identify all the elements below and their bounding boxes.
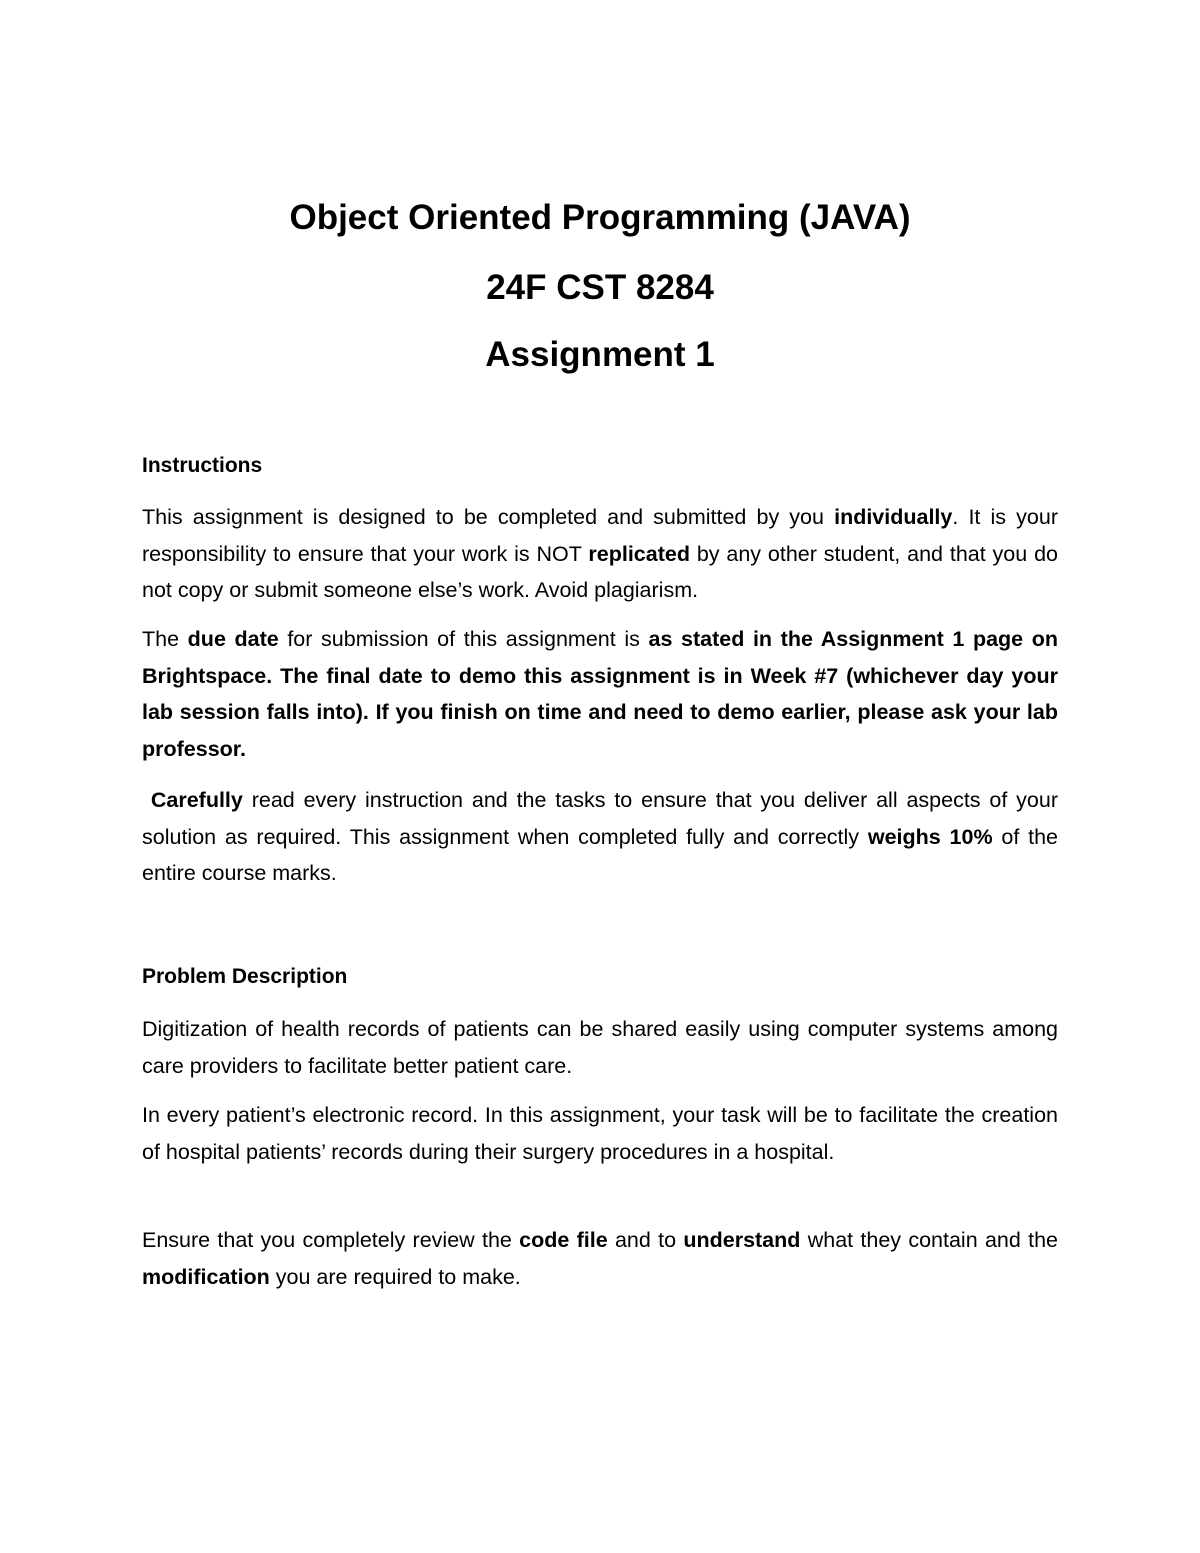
problem-paragraph-2: In every patient’s electronic record. In this assignment, your task will be to facilitate the creation of hospital patients’ records during their surgery procedures in a hospital.	[142, 1103, 1058, 1164]
instructions-paragraph-2	[142, 621, 1058, 767]
text-run: of the entire course marks.	[142, 824, 1058, 885]
text-run: you are required to make.	[269, 1264, 521, 1289]
problem-paragraph-3	[142, 1222, 1058, 1295]
text-run: read every instruction and the tasks to ensure that you deliver all aspects of your solution as required. This assignment when completed fully and correctly	[142, 788, 1058, 849]
text-run: and to	[607, 1228, 684, 1252]
text-run: This assignment is designed to be completed and submitted by you	[142, 505, 835, 529]
text-run: . It is your responsibility to ensure that your work is NOT	[142, 505, 1058, 566]
course-title: Object Oriented Programming (JAVA)	[289, 198, 911, 237]
bold-run: code file	[519, 1228, 608, 1252]
problem-description-heading: Problem Description	[142, 965, 348, 988]
text-run: by any other student, and that you do not copy or submit someone else’s work. Avoid plagiarism.	[142, 541, 1058, 602]
bold-run: weighs 10%	[867, 824, 993, 849]
text-run: what they contain and the	[800, 1228, 1058, 1252]
assignment-title: Assignment 1	[485, 335, 715, 374]
course-code: 24F CST 8284	[486, 268, 714, 307]
text-run: The	[142, 627, 188, 651]
text-run: Ensure that you completely review the	[142, 1228, 520, 1252]
problem-paragraph-1: Digitization of health records of patients can be shared easily using computer systems among care providers to facilitate better patient care.	[142, 1017, 1058, 1078]
bold-run: as stated in the Assignment 1 page on Brightspace. The final date to demo this assignment is in Week #7 (whichever day your lab session falls into). If you finish on time and need to demo earlier, please ask your lab professor.	[142, 627, 1058, 761]
text-run: for submission of this assignment is	[278, 627, 649, 651]
bold-run: modification	[142, 1264, 270, 1289]
bold-run: individually	[834, 505, 953, 529]
instructions-paragraph-3	[142, 782, 1058, 892]
bold-run: understand	[683, 1228, 801, 1252]
bold-run: due date	[187, 627, 279, 651]
instructions-paragraph-1	[142, 499, 1058, 609]
bold-run: Carefully	[150, 788, 243, 812]
bold-run: replicated	[588, 541, 690, 566]
instructions-heading: Instructions	[142, 454, 263, 477]
